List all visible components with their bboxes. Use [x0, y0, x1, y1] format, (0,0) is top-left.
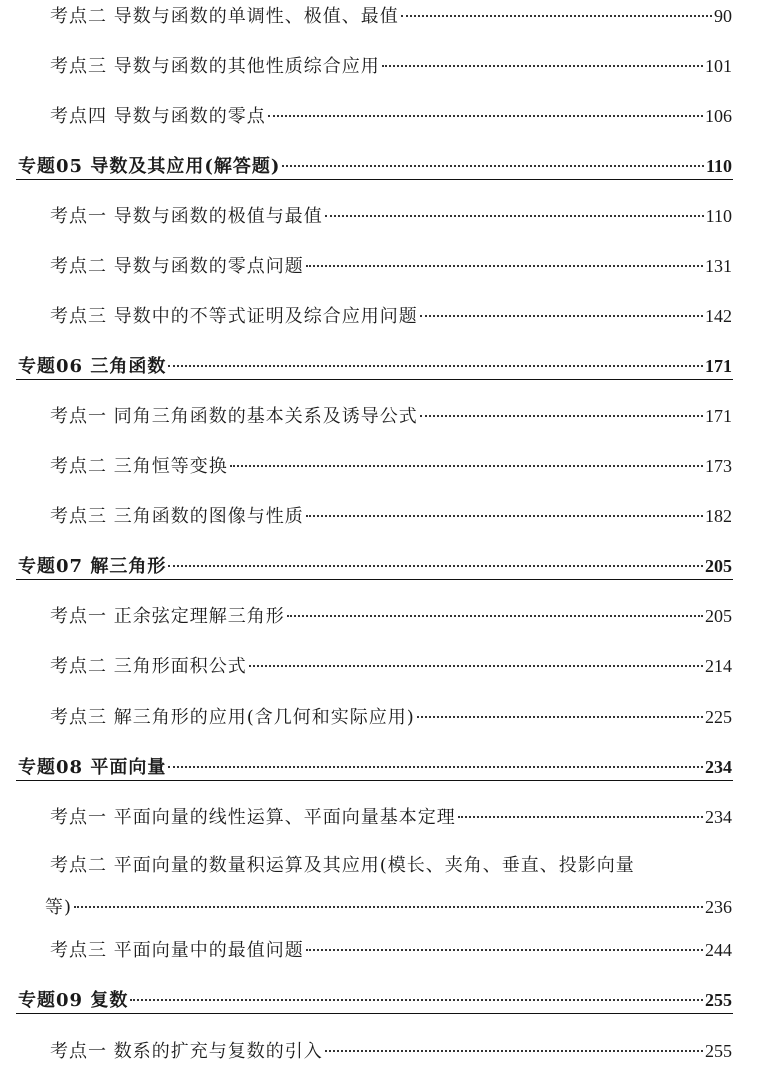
- toc-entry[interactable]: [0, 404, 780, 429]
- page-number: 234: [705, 757, 732, 777]
- toc-entry[interactable]: [0, 805, 780, 830]
- toc-entry[interactable]: [0, 104, 780, 129]
- toc-chapter-entry[interactable]: [0, 988, 780, 1013]
- page-number: 106: [705, 106, 732, 126]
- toc-entry[interactable]: [0, 204, 780, 229]
- dot-leader: [282, 165, 704, 167]
- entry-title: 考点三 解三角形的应用(含几何和实际应用): [50, 707, 415, 728]
- toc-entry[interactable]: [0, 54, 780, 79]
- toc-entry[interactable]: [0, 938, 780, 963]
- page-number: 214: [705, 656, 732, 676]
- entry-title: 考点三 平面向量中的最值问题: [50, 940, 304, 961]
- dot-leader: [401, 15, 712, 17]
- toc-entry[interactable]: [0, 304, 780, 329]
- dot-leader: [168, 565, 703, 567]
- toc-entry[interactable]: [0, 1039, 780, 1064]
- dot-leader: [458, 816, 703, 818]
- entry-title: 考点三 三角函数的图像与性质: [50, 506, 304, 527]
- dot-leader: [168, 766, 703, 768]
- page-number: 205: [705, 606, 732, 626]
- toc-entry[interactable]: [0, 254, 780, 279]
- dot-leader: [325, 1050, 703, 1052]
- toc-entry[interactable]: [0, 654, 780, 679]
- dot-leader: [325, 215, 704, 217]
- page-number: 101: [705, 56, 732, 76]
- chapter-title: 专题08 平面向量: [18, 757, 167, 778]
- dot-leader: [230, 465, 703, 467]
- dot-leader: [268, 115, 703, 117]
- chapter-underline: [16, 579, 733, 580]
- toc-chapter-entry[interactable]: [0, 554, 780, 579]
- entry-title: 考点四 导数与函数的零点: [50, 106, 266, 127]
- dot-leader: [306, 265, 703, 267]
- page-number: 236: [705, 897, 732, 917]
- page-number: 110: [705, 156, 732, 176]
- toc-entry[interactable]: [0, 454, 780, 479]
- page-number: 110: [705, 206, 732, 226]
- dot-leader: [306, 515, 703, 517]
- chapter-title: 专题07 解三角形: [18, 556, 167, 577]
- dot-leader: [417, 716, 703, 718]
- dot-leader: [420, 415, 703, 417]
- page-number: 171: [705, 406, 732, 426]
- chapter-underline: [16, 1013, 733, 1014]
- entry-title: 考点一 同角三角函数的基本关系及诱导公式: [50, 406, 418, 427]
- page-number: 171: [705, 356, 732, 376]
- dot-leader: [306, 949, 703, 951]
- entry-title: 考点一 导数与函数的极值与最值: [50, 206, 323, 227]
- chapter-title: 专题05 导数及其应用(解答题): [18, 156, 281, 177]
- entry-title: 考点二 三角形面积公式: [50, 656, 247, 677]
- entry-title-continued: 等): [45, 897, 73, 918]
- page-number: 255: [705, 1041, 732, 1061]
- page-number: 205: [705, 556, 732, 576]
- toc-entry[interactable]: [0, 4, 780, 29]
- chapter-underline: [16, 379, 733, 380]
- dot-leader: [130, 999, 703, 1001]
- dot-leader: [420, 315, 703, 317]
- chapter-underline: [16, 179, 733, 180]
- toc-entry[interactable]: [0, 705, 780, 730]
- page-number: 90: [714, 6, 732, 26]
- entry-title: 考点二 三角恒等变换: [50, 456, 228, 477]
- entry-title: 考点二 导数与函数的单调性、极值、最值: [50, 6, 399, 27]
- toc-chapter-entry[interactable]: [0, 354, 780, 379]
- dot-leader: [168, 365, 703, 367]
- entry-title: 考点一 正余弦定理解三角形: [50, 606, 285, 627]
- entry-title: 考点一 数系的扩充与复数的引入: [50, 1041, 323, 1062]
- toc-entry[interactable]: [0, 504, 780, 529]
- page-number: 255: [705, 990, 732, 1010]
- toc-chapter-entry[interactable]: [0, 755, 780, 780]
- chapter-underline: [16, 780, 733, 781]
- toc-entry[interactable]: [0, 604, 780, 629]
- page-number: 225: [705, 707, 732, 727]
- entry-title: 考点一 平面向量的线性运算、平面向量基本定理: [50, 807, 456, 828]
- page-number: 173: [705, 456, 732, 476]
- entry-title: 考点三 导数与函数的其他性质综合应用: [50, 56, 380, 77]
- entry-title: 考点二 平面向量的数量积运算及其应用(模长、夹角、垂直、投影向量: [50, 855, 635, 876]
- dot-leader: [382, 65, 703, 67]
- dot-leader: [287, 615, 703, 617]
- page-number: 244: [705, 940, 732, 960]
- chapter-title: 专题09 复数: [18, 990, 129, 1011]
- entry-title: 考点二 导数与函数的零点问题: [50, 256, 304, 277]
- dot-leader: [74, 906, 703, 908]
- toc-entry-wrapped[interactable]: [0, 854, 780, 920]
- page-number: 142: [705, 306, 732, 326]
- chapter-title: 专题06 三角函数: [18, 356, 167, 377]
- entry-title: 考点三 导数中的不等式证明及综合应用问题: [50, 306, 418, 327]
- page-number: 131: [705, 256, 732, 276]
- page-number: 182: [705, 506, 732, 526]
- toc-chapter-entry[interactable]: [0, 154, 780, 179]
- dot-leader: [249, 665, 703, 667]
- page-number: 234: [705, 807, 732, 827]
